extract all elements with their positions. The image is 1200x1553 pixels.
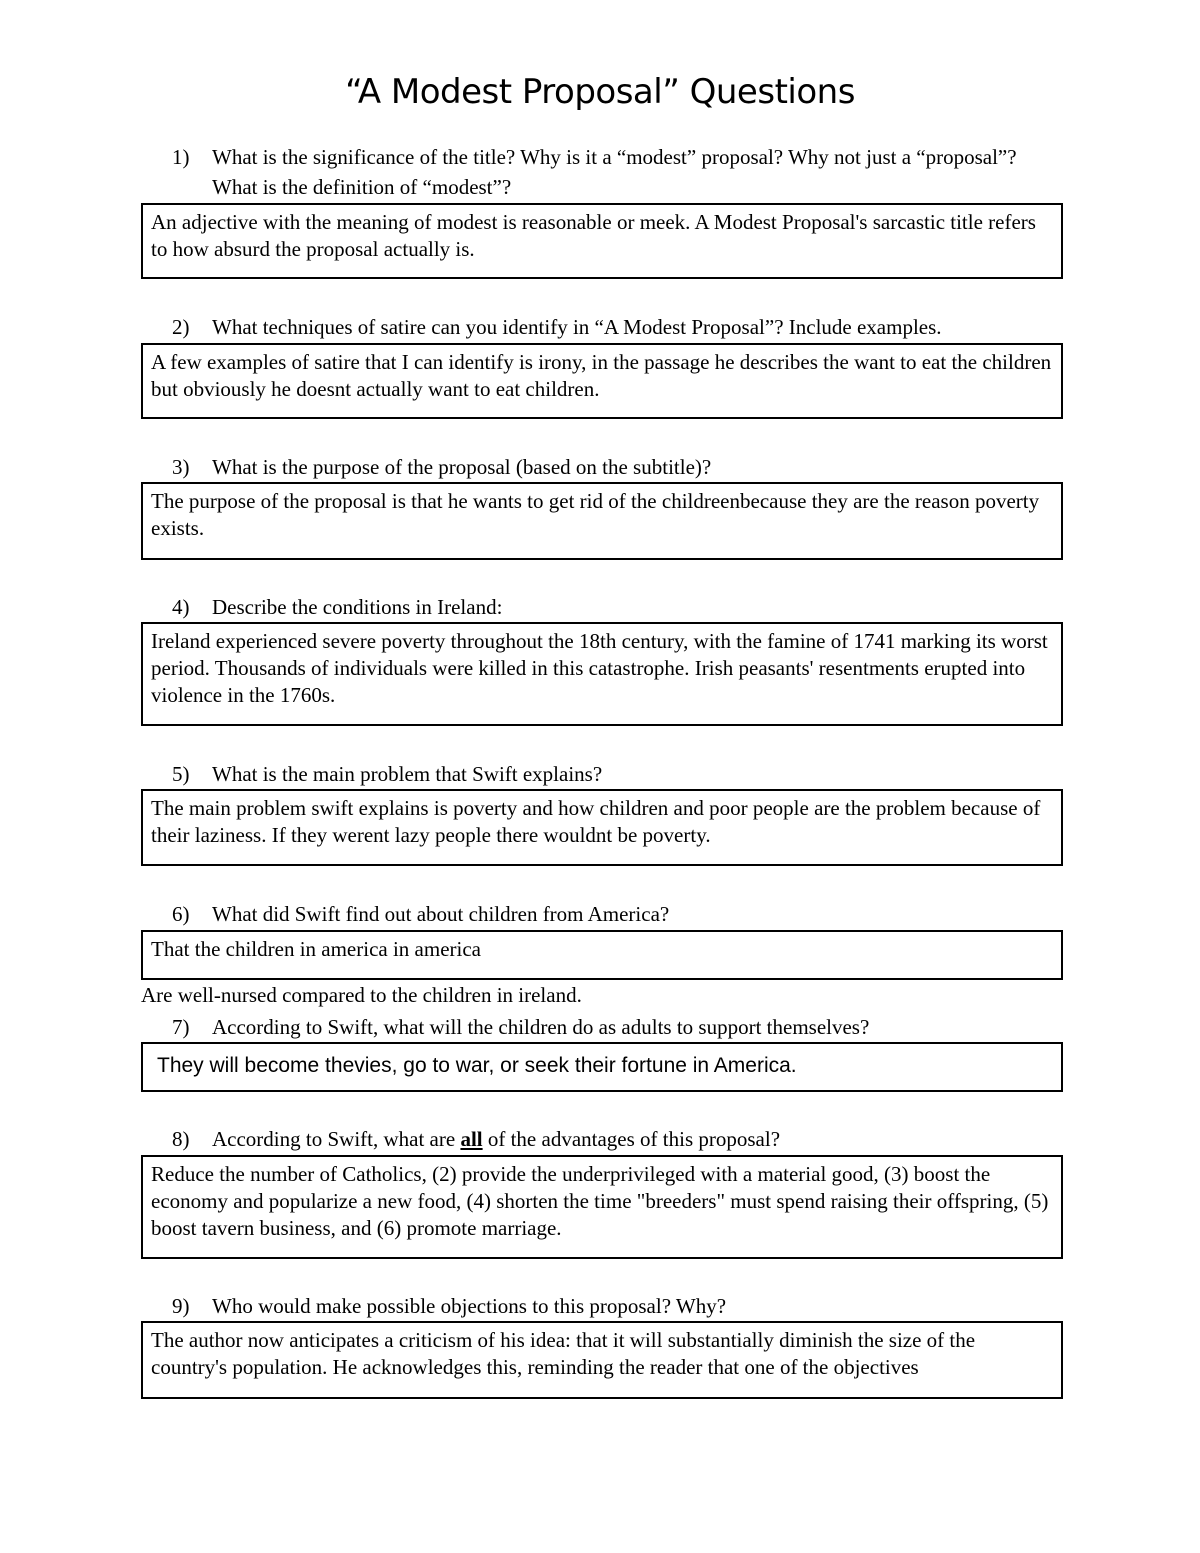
question-1 — [172, 142, 1032, 202]
answer-box-1[interactable]: An adjective with the meaning of modest is reasonable or meek. A Modest Proposal's sarcastic title refers to how absurd the proposal actually is. — [141, 203, 1063, 279]
question-text: Who would make possible objections to this proposal? Why? — [212, 1294, 727, 1318]
question-number: 3) — [172, 455, 190, 479]
question-text: What is the significance of the title? Why is it a “modest” proposal? Why not just a “proposal”? What is the definition of “modest”? — [212, 145, 1017, 199]
question-text: What techniques of satire can you identify in “A Modest Proposal”? Include examples. — [212, 315, 942, 339]
answer-box-5[interactable]: The main problem swift explains is poverty and how children and poor people are the problem because of their laziness. If they werent lazy people there wouldnt be poverty. — [141, 789, 1063, 866]
question-text: What is the purpose of the proposal (based on the subtitle)? — [212, 455, 712, 479]
question-number: 1) — [172, 145, 190, 169]
question-6 — [172, 899, 1032, 929]
page-title: “A Modest Proposal” Questions — [345, 72, 855, 112]
question-number: 2) — [172, 315, 190, 339]
question-text: What did Swift find out about children from America? — [212, 902, 670, 926]
question-number: 7) — [172, 1015, 190, 1039]
question-2 — [172, 312, 1032, 342]
question-text — [212, 1124, 1032, 1154]
question-5 — [172, 759, 1032, 789]
question-text: What is the main problem that Swift explains? — [212, 762, 603, 786]
question-9 — [172, 1291, 1032, 1321]
question-3 — [172, 452, 1032, 482]
answer-box-7[interactable]: They will become thevies, go to war, or seek their fortune in America. — [141, 1042, 1063, 1092]
question-text: Describe the conditions in Ireland: — [212, 595, 503, 619]
answer-box-2[interactable]: A few examples of satire that I can identify is irony, in the passage he describes the want to eat the children but obviously he doesnt actually want to eat children. — [141, 343, 1063, 419]
question-7 — [172, 1012, 1032, 1042]
answer-box-6[interactable]: That the children in america in america — [141, 930, 1063, 980]
question-number: 8) — [172, 1127, 190, 1151]
question-number: 9) — [172, 1294, 190, 1318]
question-number: 5) — [172, 762, 190, 786]
question-number: 6) — [172, 902, 190, 926]
answer-box-3[interactable]: The purpose of the proposal is that he wants to get rid of the childreenbecause they are the reason poverty exists. — [141, 482, 1063, 560]
question-text-after: of the advantages of this proposal? — [482, 1127, 781, 1151]
answer-box-9[interactable]: The author now anticipates a criticism of his idea: that it will substantially diminish the size of the country's population. He acknowledges this, reminding the reader that one of the objectives — [141, 1321, 1063, 1399]
answer-overflow-text: Are well-nursed compared to the children in ireland. — [141, 983, 582, 1007]
question-8 — [172, 1124, 1032, 1154]
question-number: 4) — [172, 595, 190, 619]
answer-box-4[interactable]: Ireland experienced severe poverty throughout the 18th century, with the famine of 1741 marking its worst period. Thousands of individuals were killed in this catastrophe. Irish peasants' resentments erupted into violence in the 1760s. — [141, 622, 1063, 726]
question-4 — [172, 592, 1032, 622]
answer-box-8[interactable]: Reduce the number of Catholics, (2) provide the underprivileged with a material good, (3) boost the economy and popularize a new food, (4) shorten the time "breeders" must spend raising their offspring, (5) boost tavern business, and (6) promote marriage. — [141, 1155, 1063, 1259]
emphasis-all: all — [460, 1127, 483, 1151]
question-text: According to Swift, what will the children do as adults to support themselves? — [212, 1015, 870, 1039]
question-text-before: According to Swift, what are — [212, 1127, 461, 1151]
